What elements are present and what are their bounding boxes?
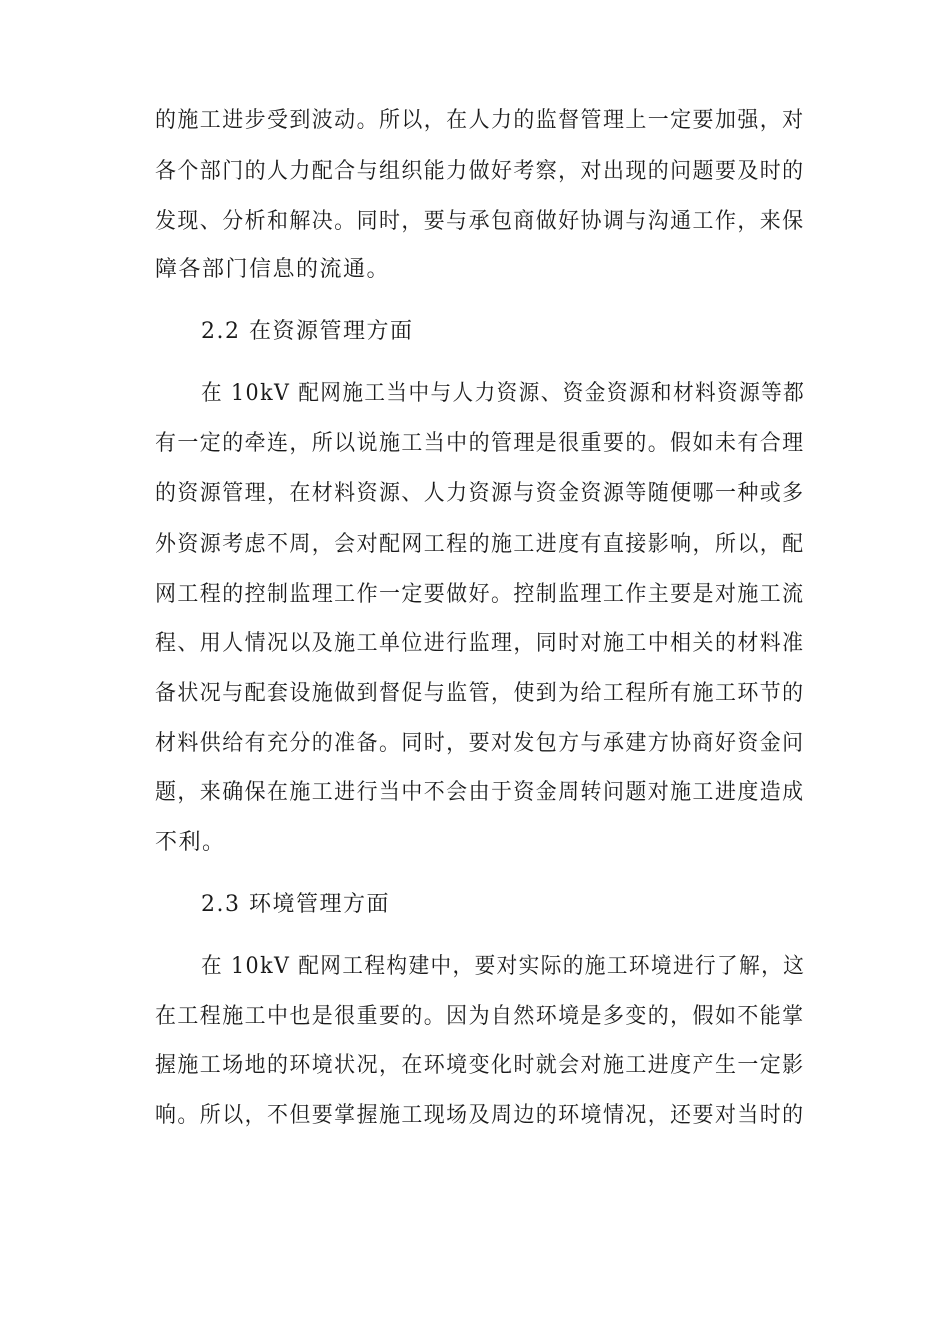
paragraph-2-line-1: 在 10kV 配网施工当中与人力资源、资金资源和材料资源等都 — [201, 381, 806, 406]
paragraph-1-line-4: 障各部门信息的流通。 — [155, 257, 391, 282]
paragraph-2-line-9: 题，来确保在施工进行当中不会由于资金周转问题对施工进度造成 — [155, 780, 805, 805]
paragraph-1-line-1: 的施工进步受到波动。所以，在人力的监督管理上一定要加强，对 — [155, 108, 805, 133]
paragraph-2-line-3: 的资源管理，在材料资源、人力资源与资金资源等随便哪一种或多 — [155, 481, 805, 506]
section-heading-2-3: 2.3 环境管理方面 — [201, 892, 390, 917]
paragraph-3-line-2: 在工程施工中也是很重要的。因为自然环境是多变的，假如不能掌 — [155, 1004, 805, 1029]
paragraph-2-line-2: 有一定的牵连，所以说施工当中的管理是很重要的。假如未有合理 — [155, 431, 805, 456]
paragraph-2-line-8: 材料供给有充分的准备。同时，要对发包方与承建方协商好资金问 — [155, 731, 805, 756]
section-heading-2-2: 2.2 在资源管理方面 — [201, 319, 414, 344]
paragraph-2-line-5: 网工程的控制监理工作一定要做好。控制监理工作主要是对施工流 — [155, 582, 805, 607]
paragraph-3-line-1: 在 10kV 配网工程构建中，要对实际的施工环境进行了解，这 — [201, 954, 806, 979]
paragraph-1-line-3: 发现、分析和解决。同时，要与承包商做好协调与沟通工作，来保 — [155, 209, 805, 234]
paragraph-1-line-2: 各个部门的人力配合与组织能力做好考察，对出现的问题要及时的 — [155, 159, 805, 184]
paragraph-2-line-7: 备状况与配套设施做到督促与监管，使到为给工程所有施工环节的 — [155, 681, 805, 706]
paragraph-3-line-4: 响。所以，不但要掌握施工现场及周边的环境情况，还要对当时的 — [155, 1103, 805, 1128]
paragraph-3-line-3: 握施工场地的环境状况，在环境变化时就会对施工进度产生一定影 — [155, 1053, 805, 1078]
paragraph-2-line-4: 外资源考虑不周，会对配网工程的施工进度有直接影响，所以，配 — [155, 532, 805, 557]
paragraph-2-line-10: 不利。 — [155, 830, 226, 855]
paragraph-2-line-6: 程、用人情况以及施工单位进行监理，同时对施工中相关的材料准 — [155, 631, 805, 656]
